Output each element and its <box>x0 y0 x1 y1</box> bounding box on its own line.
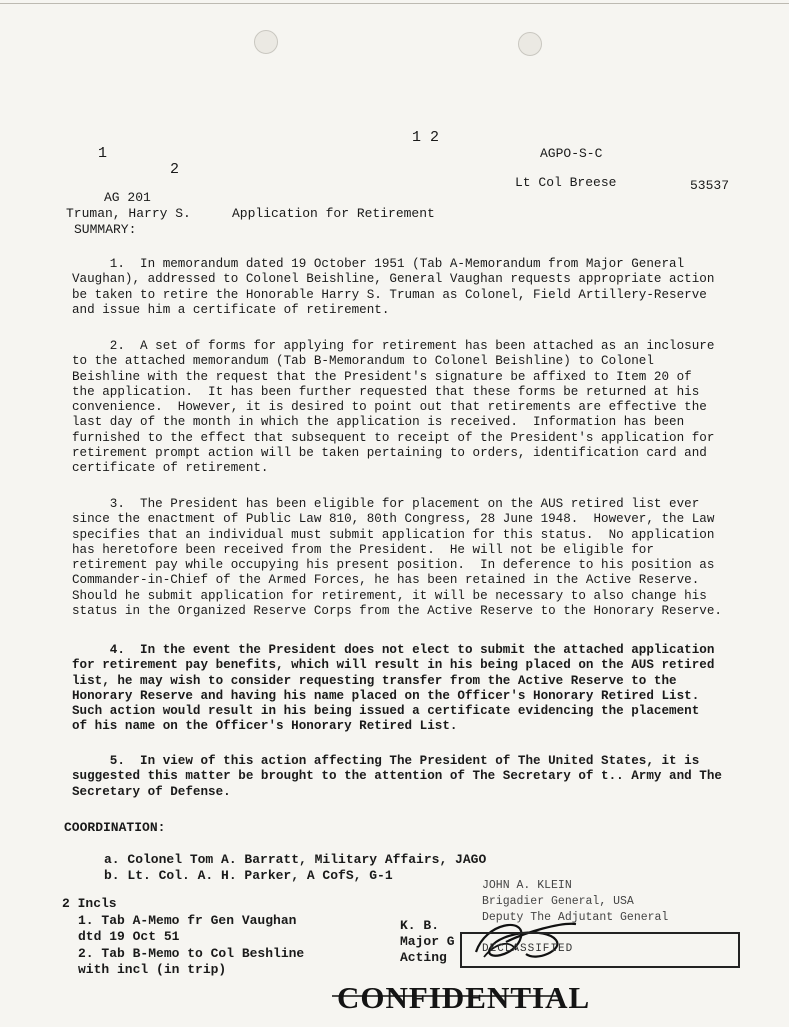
paragraph-4: 4. In the event the President does not elect to submit the attached application for retirement pay benefits, which will result in his being placed on the AUS retired list, he may wish to consider requesting transfer from the Active Reserve to the Honorary Reserve and having his name placed on the Officer's Honorary Retired List. Such action would result in his being issued a certificate evidencing the placement of his name on the Officer's Honorary Retired List. <box>72 643 715 734</box>
classification-strike <box>332 990 562 1002</box>
subject-title: Application for Retirement <box>232 206 435 221</box>
paragraph-5: 5. In view of this action affecting The President of The United States, it is suggested this matter be brought to the attention of The Secretary of t.. Army and The Secretary of Defense. <box>72 754 722 799</box>
subject-name: Truman, Harry S. <box>66 206 191 221</box>
top-page-number: 1 2 <box>412 129 440 146</box>
signer-title: Deputy The Adjutant General <box>482 911 669 924</box>
left-number: 1 <box>98 145 108 162</box>
coordination-label: COORDINATION: <box>64 820 166 835</box>
signer-name: JOHN A. KLEIN <box>482 879 572 892</box>
signer-rank: Brigadier General, USA <box>482 895 634 908</box>
office-symbol: AGPO-S-C <box>540 146 603 161</box>
page-top-edge <box>0 3 789 4</box>
inclosures-label: 2 Incls <box>62 896 117 911</box>
second-number: 2 <box>170 161 180 178</box>
inclosure-line-4: with incl (in trip) <box>78 962 227 977</box>
inclosure-line-3: 2. Tab B-Memo to Col Beshline <box>78 946 305 961</box>
officer-name: Lt Col Breese <box>515 175 617 190</box>
paragraph-2: 2. A set of forms for applying for retirement has been attached as an inclosure to the attached memorandum (Tab B-Memorandum to Colonel Beishline) to Colonel Beishline with the request that the President's signature be affixed to Item 20 of the application. It has been further requested that these forms be returned at his convenience. However, it is desired to point out that retirements are effective the last day of the month in which the application is received. Information has been furnished to the effect that subsequent to receipt of the President's application for retirement prompt action will be taken pertaining to orders, identification card and certificate of retirement. <box>72 339 715 476</box>
paragraph-3: 3. The President has been eligible for placement on the AUS retired list ever since the enactment of Public Law 810, 80th Congress, 28 June 1948. However, the Law specifies that an individual must submit application for this status. No application has heretofore been received from the President. He will not be eligible for retirement pay while occupying his present position. In deference to his position as Commander-in-Chief of the Armed Forces, he has been retained in the Active Reserve. Should he submit application for retirement, it will be necessary to also change his status in the Organized Reserve Corps from the Active Reserve to the Honorary Reserve. <box>72 497 722 619</box>
coordination-item-b: b. Lt. Col. A. H. Parker, A CofS, G-1 <box>104 868 393 883</box>
extension-number: 53537 <box>690 178 730 193</box>
coordination-item-a: a. Colonel Tom A. Barratt, Military Affairs, JAGO <box>104 852 487 867</box>
inclosure-line-1: 1. Tab A-Memo fr Gen Vaughan <box>78 913 297 928</box>
kb-line-3: Acting <box>400 950 447 965</box>
file-reference: AG 201 <box>104 190 151 205</box>
kb-line-1: K. B. <box>400 918 440 933</box>
punch-hole-right <box>518 32 542 56</box>
kb-line-2: Major G <box>400 934 455 949</box>
classification-marking: CONFIDENTIAL <box>337 980 591 1015</box>
paragraph-1: 1. In memorandum dated 19 October 1951 (Tab A-Memorandum from Major General Vaughan), addressed to Colonel Beishline, General Vaughan requests appropriate action be taken to retire the Honorable Harry S. Truman as Colonel, Field Artillery-Reserve and issue him a certificate of retirement. <box>72 257 715 317</box>
stamp-text: DECLASSIFIED <box>482 943 574 955</box>
inclosure-line-2: dtd 19 Oct 51 <box>78 929 180 944</box>
summary-label: SUMMARY: <box>74 222 137 237</box>
punch-hole-left <box>254 30 278 54</box>
